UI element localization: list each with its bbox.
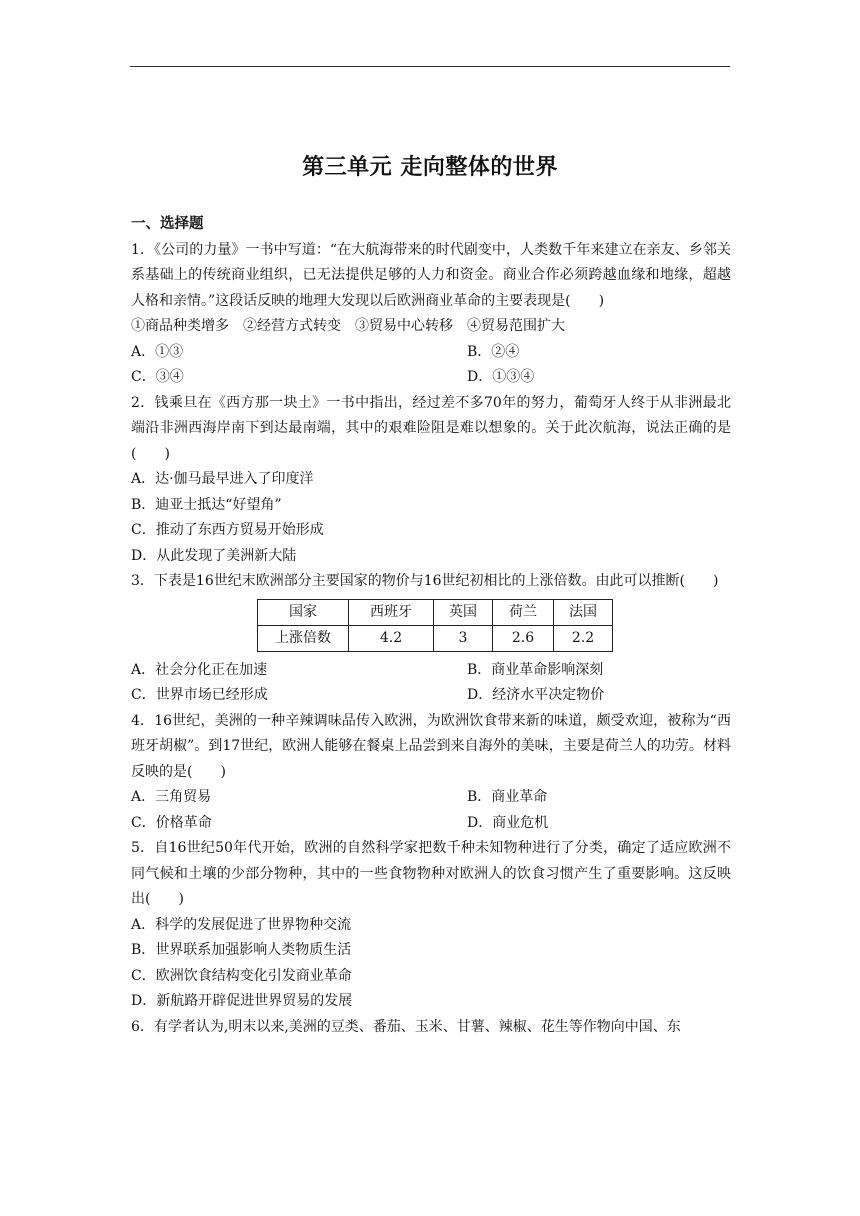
table-cell: 2.6 — [493, 625, 554, 651]
table-cell: 3 — [434, 625, 493, 651]
option-d: D．①③④ — [467, 369, 535, 385]
document-body — [131, 212, 731, 1040]
header-rule — [130, 66, 730, 67]
table-cell: 英国 — [434, 599, 493, 625]
table-cell: 西班牙 — [349, 599, 434, 625]
option-b: B．世界联系加强影响人类物质生活 — [131, 942, 352, 958]
price-table — [257, 599, 613, 652]
table-cell: 国家 — [258, 599, 349, 625]
option-a: A．三角贸易 — [131, 789, 212, 805]
question-3-stem: 3．下表是16世纪末欧洲部分主要国家的物价与16世纪初相比的上涨倍数。由此可以推断( ) — [131, 573, 719, 589]
question-1-choices: ①商品种类增多 ②经营方式转变 ③贸易中心转移 ④贸易范围扩大 — [131, 318, 565, 334]
table-cell: 4.2 — [349, 625, 434, 651]
question-4-options — [131, 785, 731, 836]
page-title: 第三单元 走向整体的世界 — [302, 155, 558, 180]
table-cell: 2.2 — [554, 625, 613, 651]
option-c: C．③④ — [131, 369, 184, 385]
option-d: D．新航路开辟促进世界贸易的发展 — [131, 993, 353, 1009]
question-3-options — [131, 658, 731, 709]
question-5-stem: 5．自16世纪50年代开始，欧洲的自然科学家把数千种未知物种进行了分类，确定了适应欧洲不同气候和土壤的少部分物种，其中的一些食物物种对欧洲人的饮食习惯产生了重要影响。这反映出( ) — [131, 840, 731, 907]
option-c: C．欧洲饮食结构变化引发商业革命 — [131, 967, 352, 984]
option-a: A．社会分化正在加速 — [131, 661, 268, 678]
option-c: C．世界市场已经形成 — [131, 687, 268, 703]
option-b: B．迪亚士抵达“好望角” — [131, 496, 282, 513]
table-cell: 上涨倍数 — [258, 625, 349, 651]
option-a: A．①③ — [131, 343, 184, 360]
table-row — [258, 625, 613, 651]
option-d: D．商业危机 — [467, 814, 549, 831]
section-heading: 一、选择题 — [131, 216, 204, 232]
option-c: C．价格革命 — [131, 814, 212, 831]
table-cell: 法国 — [554, 599, 613, 625]
question-1-options — [131, 340, 731, 391]
table-row — [258, 599, 613, 625]
option-d: D．经济水平决定物价 — [467, 687, 605, 703]
option-c: C．推动了东西方贸易开始形成 — [131, 522, 324, 538]
option-a: A．科学的发展促进了世界物种交流 — [131, 916, 352, 933]
question-6-stem: 6．有学者认为,明末以来,美洲的豆类、番茄、玉米、甘薯、辣椒、花生等作物向中国、东 — [131, 1018, 681, 1035]
question-4-stem: 4．16世纪，美洲的一种辛辣调味品传入欧洲，为欧洲饮食带来新的味道，颇受欢迎，被称为“西班牙胡椒”。到17世纪，欧洲人能够在餐桌上品尝到来自海外的美味，主要是荷兰人的功劳。材料反映的是( ) — [131, 712, 731, 780]
option-d: D．从此发现了美洲新大陆 — [131, 547, 297, 564]
price-table-wrap — [131, 599, 731, 652]
question-2-stem: 2．钱乘旦在《西方那一块土》一书中指出，经过差不多70年的努力，葡萄牙人终于从非洲最北端沿非洲西海岸南下到达最南端，其中的艰难险阻是难以想象的。关于此次航海，说法正确的是( ) — [131, 394, 731, 462]
table-cell: 荷兰 — [493, 599, 554, 625]
option-b: B．②④ — [467, 343, 520, 360]
option-b: B．商业革命影响深刻 — [467, 661, 604, 678]
option-a: A．达·伽马最早进入了印度洋 — [131, 471, 314, 487]
option-b: B．商业革命 — [467, 789, 548, 805]
question-1-stem: 1．《公司的力量》一书中写道：“在大航海带来的时代剧变中，人类数千年来建立在亲友、乡邻关系基础上的传统商业组织，已无法提供足够的人力和资金。商业合作必须跨越血缘和地缘，超越人格和亲情。”这段话反映的地理大发现以后欧洲商业革命的主要表现是( ) — [131, 241, 731, 309]
